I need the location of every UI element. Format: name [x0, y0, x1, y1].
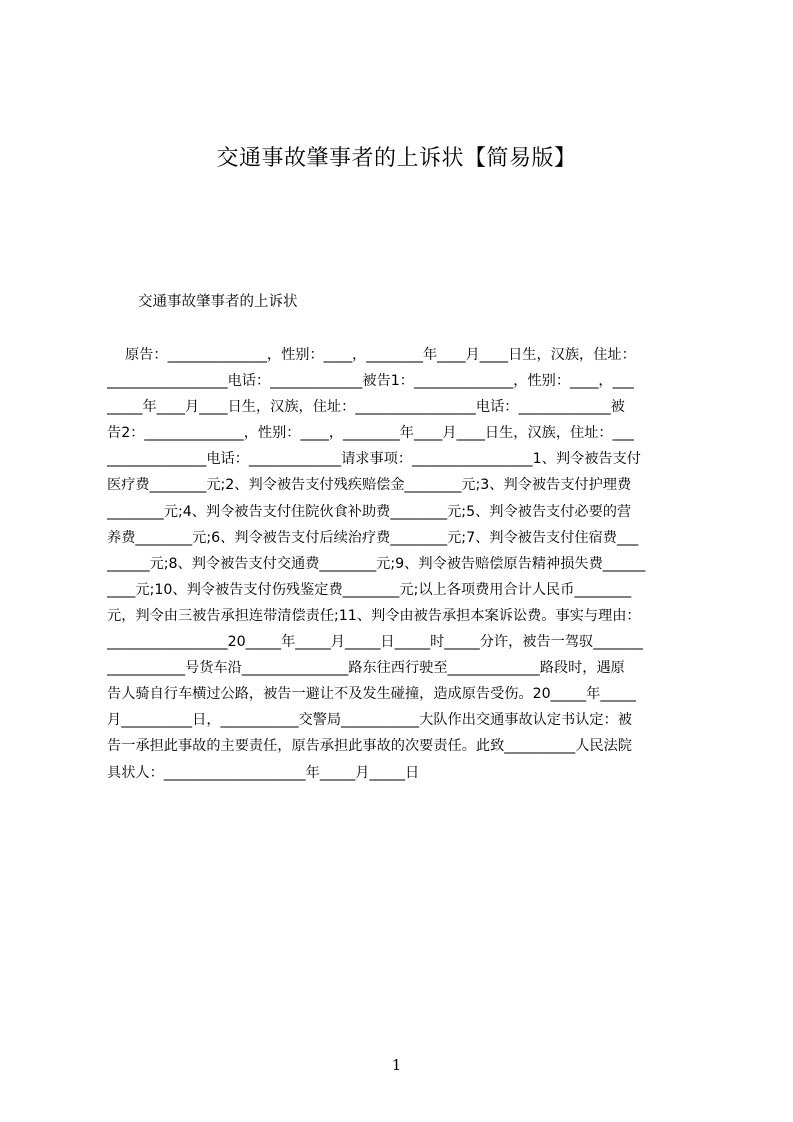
body-line: 告2：______________，性别：____，________年____月____日生，汉族，住址：___ — [107, 425, 634, 442]
body-line: 原告：______________，性别：____，________年____月____日生，汉族，住址： — [107, 347, 636, 363]
body-line: ______元;8、判令被告支付交通费________元;9、判令被告赔偿原告精神损失费______ — [107, 555, 646, 572]
body-line: 月__________日，___________交警局___________大队作出交通事故认定书认定：被 — [107, 712, 632, 729]
body-line: 告人骑自行车横过公路，被告一避让不及发生碰撞，造成原告受伤。20_____年_____ — [107, 686, 636, 703]
body-line: ___________号货车沿_______________路东往西行驶至_____________路段时，遇原 — [107, 660, 625, 677]
document-body — [107, 342, 699, 786]
body-line: ____元;10、判令被告支付伤残鉴定费________元;以上各项费用合计人民币________ — [107, 581, 632, 598]
body-line: ______________电话：_____________请求事项：_________________1、判令被告支付 — [107, 451, 641, 468]
document-title: 交通事故肇事者的上诉状【简易版】 — [216, 146, 577, 171]
page-number: 1 — [391, 1056, 402, 1074]
body-line: 元，判令由三被告承担连带清偿责任;11、判令由被告承担本案诉讼费。事实与理由： — [107, 607, 641, 624]
body-line: 具状人：____________________年_____月_____日 — [107, 764, 420, 781]
body-line: _________________20_____年_____月_____日_____时_____分许，被告一驾驭_______ — [107, 634, 643, 651]
body-line: _________________电话：_____________被告1：______________，性别：____，___ — [107, 373, 634, 390]
body-line: 医疗费________元;2、判令被告支付残疾赔偿金________元;3、判令被告支付护理费 — [107, 477, 632, 494]
body-line: 告一承担此事故的主要责任，原告承担此事故的次要责任。此致__________人民法院 — [107, 738, 632, 755]
body-line: _____年____月____日生，汉族，住址：_________________电话：_____________被 — [107, 399, 625, 416]
body-line: 养费________元;6、判令被告支付后续治疗费________元;7、判令被告支付住宿费___ — [107, 529, 639, 546]
body-line: ________元;4、判令被告支付住院伙食补助费________元;5、判令被告支付必要的营 — [107, 503, 632, 520]
document-subtitle: 交通事故肇事者的上诉状 — [138, 294, 298, 310]
